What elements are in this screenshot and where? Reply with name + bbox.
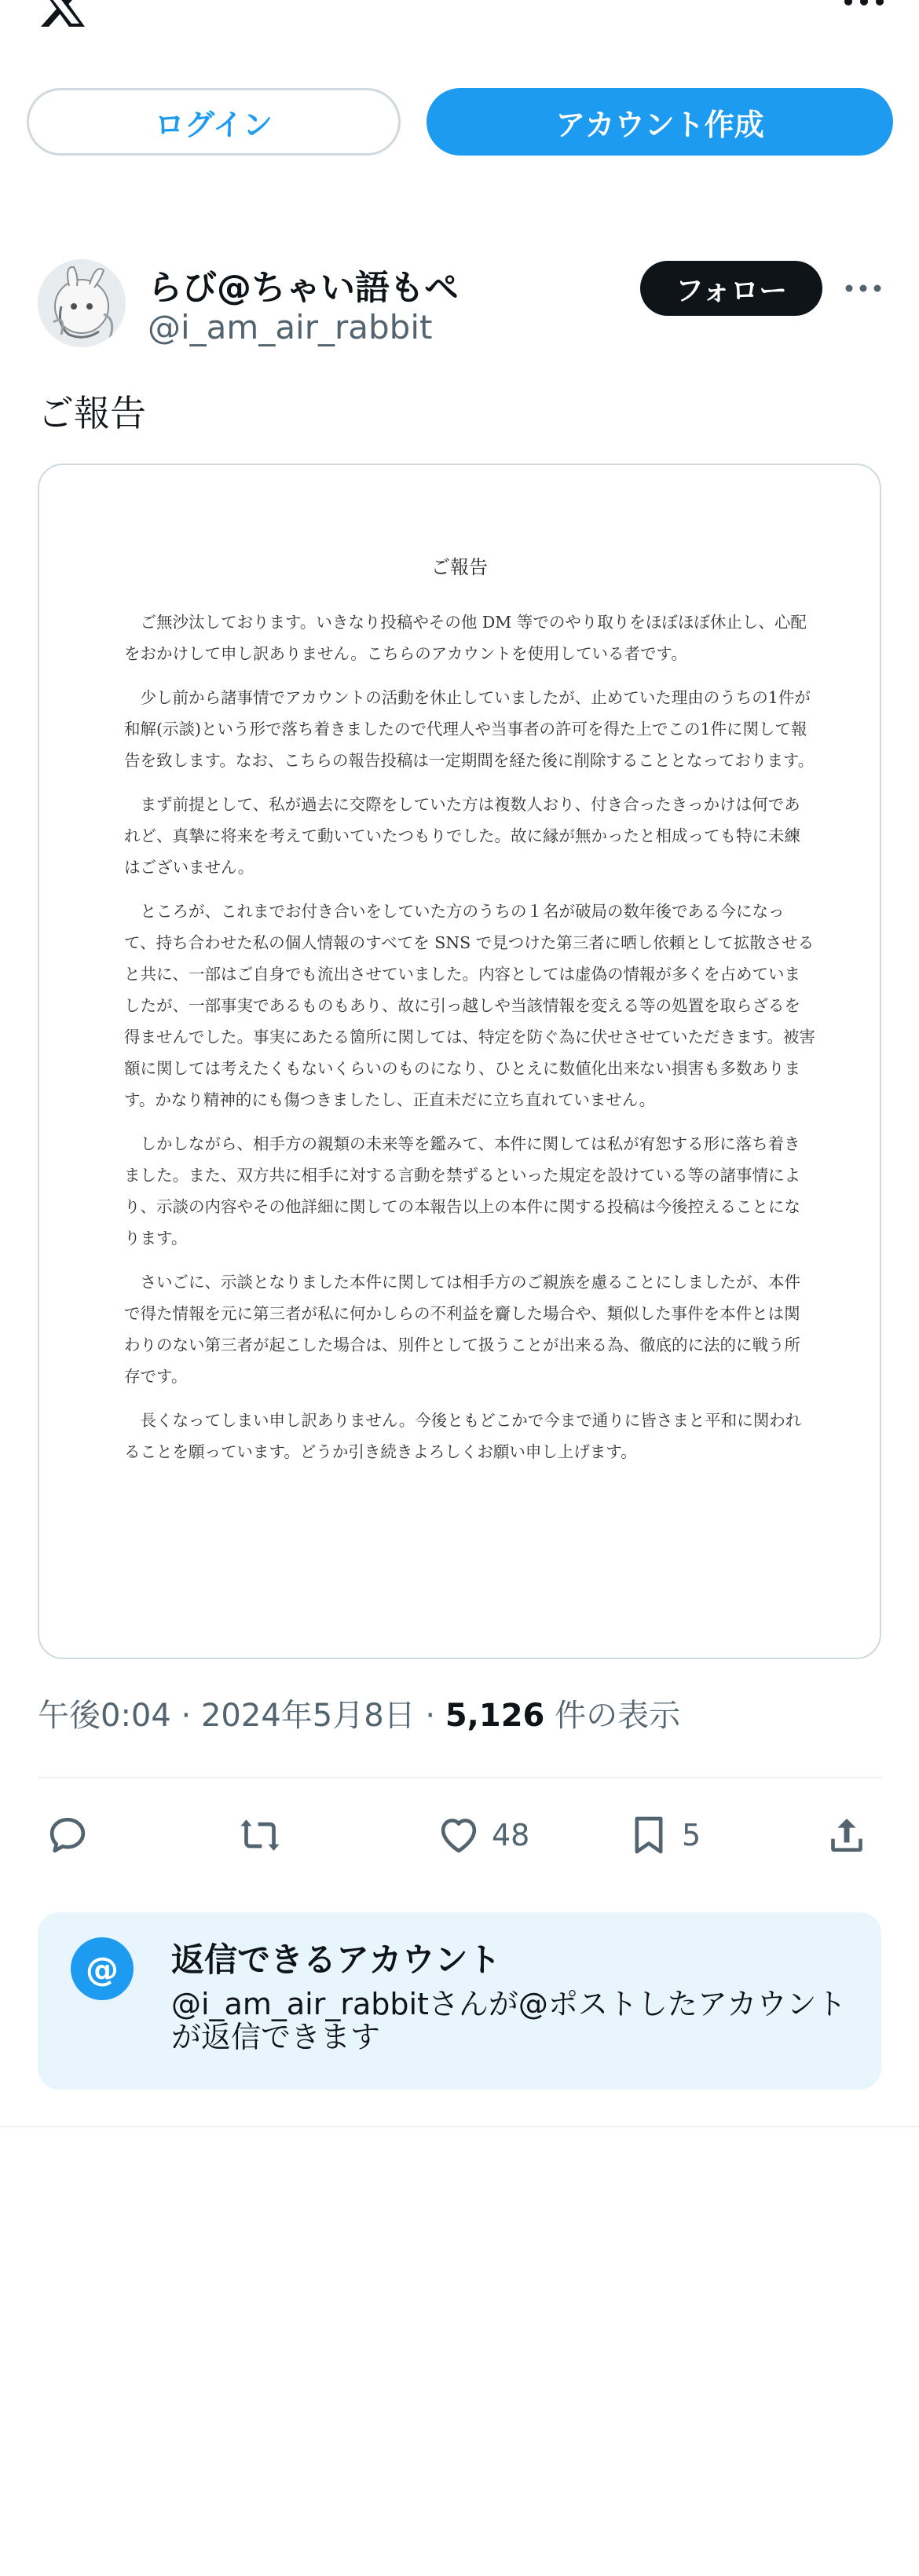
post-more-icon[interactable] [842, 277, 884, 300]
document-body [124, 606, 815, 1480]
document-paragraph: まず前提として、私が過去に交際をしていた方は複数人おり、付き合ったきっかけは何であれど、真摯に将来を考えて動いていたつもりでした。故に縁が無かったと相成っても特に未練はございません。 [124, 795, 800, 877]
document-paragraph: さいごに、示談となりました本件に関しては相手方のご親族を慮ることにしましたが、本件で得た情報を元に第三者が私に何かしらの不利益を齎した場合や、類似した事件を本件とは関わりのない第三者が起こした場合は、別件として扱うことが出来る為、徹底的に法的に戦う所存です。 [124, 1273, 800, 1386]
top-bar [0, 0, 919, 24]
meta-separator: · [425, 1698, 436, 1734]
avatar-rabbit-icon [38, 259, 126, 347]
document-paragraph: ところが、これまでお付き合いをしていた方のうちの１名が破局の数年後である今になって、持ち合わせた私の個人情報のすべてを SNS で見つけた第三者に晒し依頼として拡散させると共に、一部はご自身でも流出させていました。内容としては虚偽の情報が多くを占めていましたが、一部事実であるものもあり、故に引っ越しや当該情報を変える等の処置を取らざるを得ませんでした。事実にあたる箇所に関しては、特定を防ぐ為に伏せさせていただきます。被害額に関しては考えたくもないくらいのものになり、ひとえに数値化出来ない損害も多数あります。かなり精神的にも傷つきましたし、正直未だに立ち直れていません。 [124, 902, 815, 1109]
bookmark-button[interactable] [627, 1799, 701, 1871]
repost-icon [238, 1813, 282, 1857]
document-paragraph: 長くなってしまい申し訳ありません。今後ともどこかで今まで通りに皆さまと平和に関われることを願っています。どうか引き続きよろしくお願い申し上げます。 [124, 1411, 802, 1461]
create-account-button[interactable]: アカウント作成 [427, 88, 893, 156]
reply-restriction-description: @i_am_air_rabbitさんが@ポストしたアカウントが返信できます [171, 1987, 847, 2054]
bookmark-count: 5 [682, 1818, 701, 1852]
login-button[interactable]: ログイン [27, 88, 401, 156]
document-paragraph: 少し前から諸事情でアカウントの活動を休止していましたが、止めていた理由のうちの1件が和解(示談)という形で落ち着きましたので代理人や当事者の許可を得た上でこの1件に関して報告を致します。なお、こちらの報告投稿は一定期間を経た後に削除することとなっております。 [124, 688, 815, 770]
action-bar [38, 1799, 881, 1871]
bookmark-icon [627, 1813, 671, 1857]
attached-document-image[interactable] [38, 464, 881, 1659]
heart-icon [437, 1813, 481, 1857]
share-button[interactable] [825, 1799, 869, 1871]
like-count: 48 [492, 1818, 530, 1852]
post-meta [38, 1691, 680, 1735]
post-time[interactable]: 午後0:04 [38, 1698, 171, 1734]
follow-button[interactable]: フォロー [640, 261, 822, 316]
like-button[interactable] [437, 1799, 529, 1871]
avatar[interactable] [38, 259, 126, 347]
divider [38, 1777, 881, 1779]
x-logo-icon[interactable] [38, 0, 88, 27]
reply-restriction-title: 返信できるアカウント [171, 1940, 501, 1979]
document-title: ご報告 [431, 556, 488, 578]
post-text: ご報告 [38, 392, 146, 434]
views-label: 件の表示 [555, 1698, 681, 1734]
at-sign-icon: @ [71, 1937, 134, 2000]
document-paragraph: しかしながら、相手方の親類の未来等を鑑みて、本件に関しては私が宥恕する形に落ち着きました。また、双方共に相手に対する言動を禁ずるといった規定を設けている等の諸事情により、示談の内容やその他詳細に関しての本報告以上の本件に関する投稿は今後控えることになります。 [124, 1134, 800, 1248]
share-icon [825, 1813, 869, 1857]
reply-restriction-card [38, 1912, 881, 2090]
more-horizontal-icon[interactable] [840, 0, 888, 14]
reply-button[interactable] [46, 1799, 90, 1871]
views-count: 5,126 [445, 1698, 545, 1734]
repost-button[interactable] [238, 1799, 282, 1871]
author-handle[interactable]: @i_am_air_rabbit [148, 308, 433, 346]
divider [0, 2126, 919, 2127]
document-paragraph: ご無沙汰しております。いきなり投稿やその他 DM 等でのやり取りをほぼほぼ休止し、心配をおかけして申し訳ありません。こちらのアカウントを使用している者です。 [124, 613, 807, 663]
author-display-name[interactable]: らび@ちゃい語もペ [148, 268, 459, 308]
reply-icon [46, 1813, 90, 1857]
meta-separator: · [181, 1698, 192, 1734]
post-date[interactable]: 2024年5月8日 [200, 1698, 416, 1734]
